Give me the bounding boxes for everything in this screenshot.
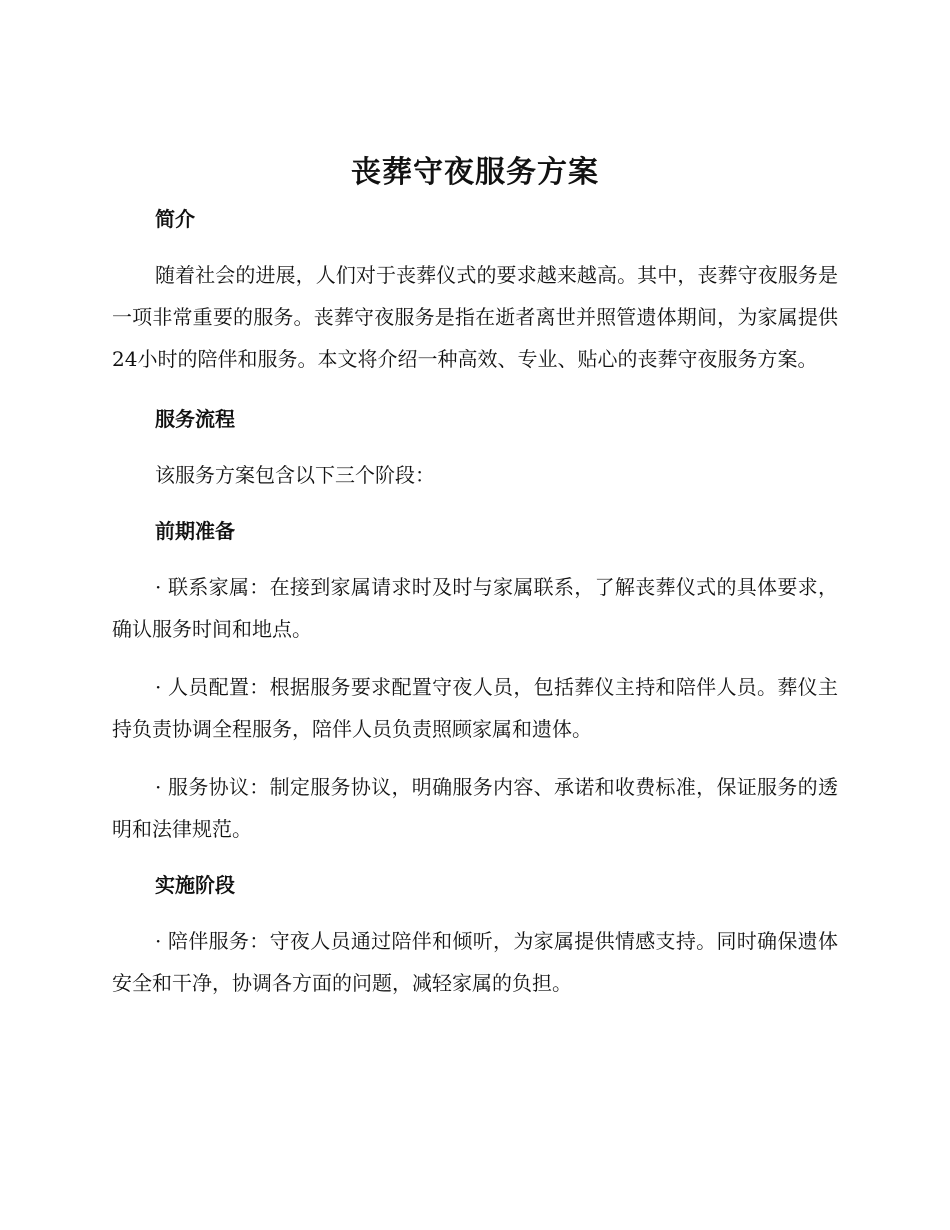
preparation-item-staffing: · 人员配置：根据服务要求配置守夜人员，包括葬仪主持和陪伴人员。葬仪主持负责协调全程服务，陪伴人员负责照顾家属和遗体。 <box>112 675 838 741</box>
preparation-item-agreement: · 服务协议：制定服务协议，明确服务内容、承诺和收费标准，保证服务的透明和法律规范。 <box>112 775 838 841</box>
document-body <box>112 200 838 1004</box>
document-title: 丧葬守夜服务方案 <box>351 155 599 190</box>
process-paragraph: 该服务方案包含以下三个阶段： <box>155 463 435 487</box>
section-heading-intro: 简介 <box>155 207 195 231</box>
preparation-item-contact: · 联系家属：在接到家属请求时及时与家属联系，了解丧葬仪式的具体要求，确认服务时间和地点。 <box>112 575 838 641</box>
section-heading-implementation: 实施阶段 <box>155 873 235 897</box>
section-heading-preparation: 前期准备 <box>155 519 235 543</box>
section-heading-process: 服务流程 <box>155 407 235 431</box>
implementation-item-companionship: · 陪伴服务：守夜人员通过陪伴和倾听，为家属提供情感支持。同时确保遗体安全和干净，协调各方面的问题，减轻家属的负担。 <box>112 929 838 995</box>
intro-paragraph: 随着社会的进展，人们对于丧葬仪式的要求越来越高。其中，丧葬守夜服务是一项非常重要的服务。丧葬守夜服务是指在逝者离世并照管遗体期间，为家属提供24小时的陪伴和服务。本文将介绍一种高效、专业、贴心的丧葬守夜服务方案。 <box>112 263 838 371</box>
